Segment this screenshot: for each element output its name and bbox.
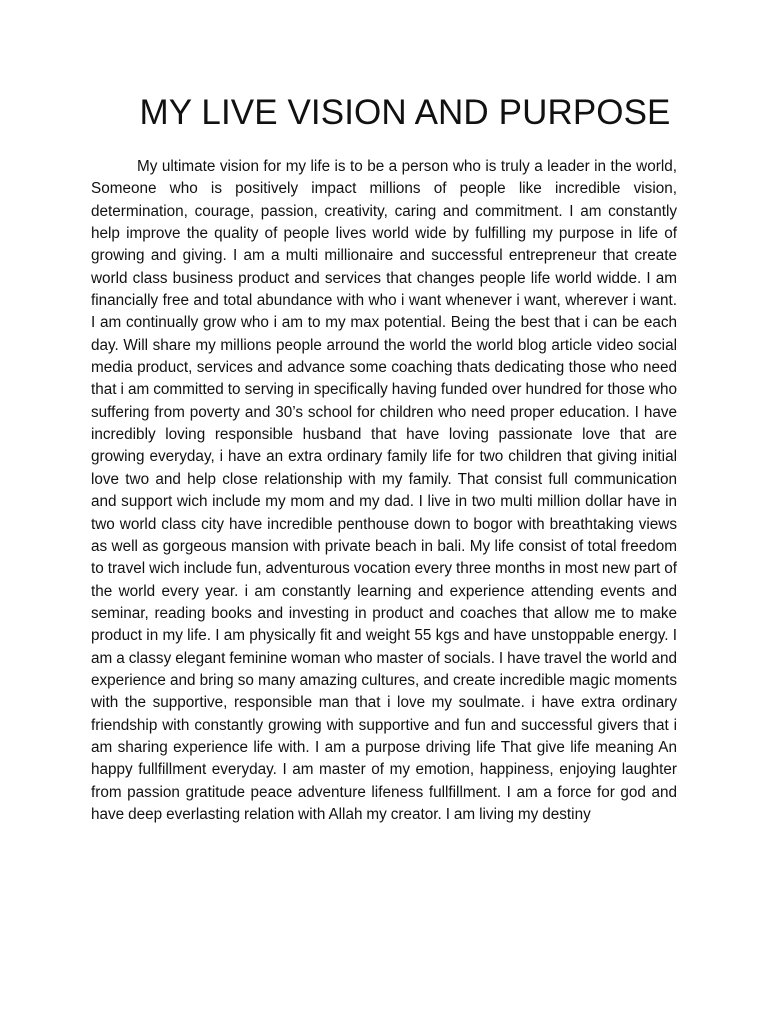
body-paragraph: My ultimate vision for my life is to be a person who is truly a leader in the world, Someone who is positively impact millions of people like incredible vision, determination, courage, passion, creativity, caring and commitment. I am constantly help improve the quality of people lives world wide by fulfilling my purpose in life of growing and giving. I am a multi millionaire and successful entrepreneur that create world class business product and services that changes people life world widde. I am financially free and total abundance with who i want whenever i want, wherever i want. I am continually grow who i am to my max potential. Being the best that i can be each day. Will share my millions people arround the world the world blog article video social media product, services and advance some coaching thats dedicating those who need that i am committed to serving in specifically having funded over hundred for those who suffering from poverty and 30’s school for children who need proper education. I have incredibly loving responsible husband that have loving passionate love that are growing everyday, i have an extra ordinary family life for two children that giving initial love two and help close relationship with my family. That consist full communication and support wich include my mom and my dad. I live in two multi million dollar have in two world class city have incredible penthouse down to bogor with breathtaking views as well as gorgeous mansion with private beach in bali. My life consist of total freedom to travel wich include fun, adventurous vocation every three months in most new part of the world every year. i am constantly learning and experience attending events and seminar, reading books and investing in product and coaches that allow me to make product in my life. I am physically fit and weight 55 kgs and have unstoppable energy. I am a classy elegant feminine woman who master of socials. I have travel the world and experience and bring so many amazing cultures, and create incredible magic moments with the supportive, responsible man that i love my soulmate. i have extra ordinary friendship with constantly growing with supportive and fun and successful givers that i am sharing experience life with. I am a purpose driving life That give life meaning An happy fullfillment everyday. I am master of my emotion, happiness, enjoying laughter from passion gratitude peace adventure lifeness fullfillment. I am a force for god and have deep everlasting relation with Allah my creator. I am living my destiny (91, 158, 677, 823)
document-title: MY LIVE VISION AND PURPOSE (139, 93, 671, 132)
